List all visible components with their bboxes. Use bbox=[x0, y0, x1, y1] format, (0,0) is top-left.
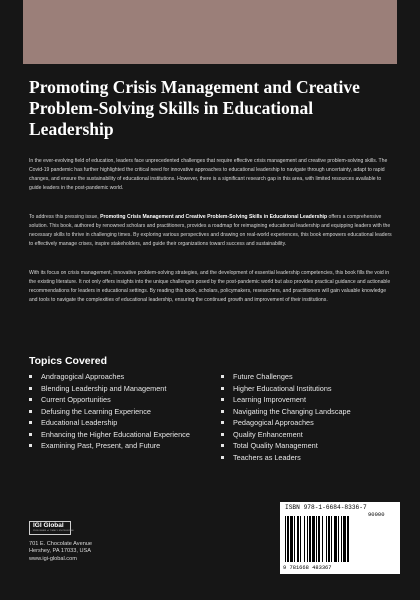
price-code: 90000 bbox=[368, 511, 385, 518]
topic-item bbox=[29, 406, 204, 418]
address-city: Hershey, PA 17033, USA bbox=[29, 548, 91, 555]
barcode-bar bbox=[300, 516, 301, 562]
topic-label: Future Challenges bbox=[233, 372, 293, 381]
bullet-icon bbox=[29, 398, 32, 401]
publisher-address bbox=[29, 541, 92, 563]
bullet-icon bbox=[29, 433, 32, 436]
topic-item bbox=[221, 417, 396, 429]
bullet-icon bbox=[221, 410, 224, 413]
topic-label: Total Quality Management bbox=[233, 441, 318, 450]
barcode-bar bbox=[304, 516, 305, 562]
topic-item bbox=[221, 371, 396, 383]
publisher-logo-text: IGI Global bbox=[33, 522, 64, 529]
topic-item bbox=[221, 406, 396, 418]
topic-label: Higher Educational Institutions bbox=[233, 383, 332, 393]
topic-item bbox=[221, 429, 396, 441]
bullet-icon bbox=[29, 421, 32, 424]
address-street: 701 E. Chocolate Avenue bbox=[29, 541, 93, 547]
barcode-bar bbox=[312, 516, 315, 562]
topics-list-left bbox=[29, 371, 204, 452]
barcode-bar bbox=[343, 516, 346, 562]
barcode-bars bbox=[285, 516, 365, 564]
barcode-bar bbox=[326, 516, 327, 562]
book-title: Promoting Crisis Management and Creative Problem-Solving Skills in Educational Leadership bbox=[29, 77, 360, 139]
barcode-bar bbox=[322, 516, 323, 562]
topic-item bbox=[221, 383, 396, 395]
bullet-icon bbox=[221, 387, 224, 390]
topic-item bbox=[29, 429, 204, 441]
topic-item bbox=[29, 383, 204, 395]
topic-item bbox=[221, 440, 396, 452]
topic-label: Examining Past, Present, and Future bbox=[41, 441, 161, 450]
bullet-icon bbox=[29, 444, 32, 447]
topic-item bbox=[29, 371, 204, 383]
bullet-icon bbox=[221, 444, 224, 447]
barcode-bar bbox=[307, 516, 308, 562]
topics-heading: Topics Covered bbox=[29, 355, 107, 367]
barcode-bar bbox=[318, 516, 320, 562]
bullet-icon bbox=[221, 421, 224, 424]
description-paragraph-1: In the ever-evolving field of education, leaders face unprecedented challenges that require effective crisis management and creative problem-solving skills. The Covid-19 pandemic has further highlighted the critical need for innovative approaches to educational leadership to navigate through uncertainty, adapt to rapid changes, and ensure the sustainability of educational institutions. However, there is a significant research gap in this area, with limited resources available to guide leaders in the post-pandemic world. bbox=[29, 158, 388, 191]
barcode-bar bbox=[347, 516, 349, 562]
topics-list-right bbox=[221, 371, 396, 463]
topic-item bbox=[29, 394, 204, 406]
paragraph-2-rest: offers a comprehensive solution. This book, authored by renowned scholars and practitioners, provides a roadmap for reimagining educational leadership and equipping leaders with the necessary skills to thrive in challenging times. By exploring various perspectives and drawing on real-world experiences, this book empowers educational leaders to effectively manage crises, inspire stakeholders, and guide their organizations toward success and sustainability. bbox=[29, 214, 392, 247]
barcode-bar bbox=[341, 516, 342, 562]
topic-label: Blending Leadership and Management bbox=[41, 383, 167, 393]
bullet-icon bbox=[221, 398, 224, 401]
topic-label: Learning Improvement bbox=[233, 395, 307, 404]
barcode-bar bbox=[309, 516, 311, 562]
description-paragraph-2 bbox=[29, 213, 394, 249]
barcode-bar bbox=[285, 516, 286, 562]
bullet-icon bbox=[221, 456, 224, 459]
paragraph-2-intro: To address this pressing issue, bbox=[29, 214, 101, 220]
isbn-number: ISBN 978-1-6684-8336-7 bbox=[285, 504, 367, 511]
topic-label: Andragogical Approaches bbox=[41, 372, 125, 381]
publisher-logo-tagline: PUBLISHER of TIMELY KNOWLEDGE bbox=[33, 530, 74, 532]
topic-label: Enhancing the Higher Educational Experience bbox=[41, 429, 190, 439]
topic-label: Defusing the Learning Experience bbox=[41, 406, 151, 416]
topic-label: Teachers as Leaders bbox=[233, 452, 301, 462]
barcode-bar bbox=[328, 516, 330, 562]
barcode-bar bbox=[287, 516, 289, 562]
description-paragraph-3: With its focus on crisis management, innovative problem-solving strategies, and the development of essential leadership competencies, this book fills the void in the existing literature. It not only offers insights into the unique challenges posed by the post-pandemic world but also provides practical guidance and actionable recommendations for leaders in educational settings. By reading this book, scholars, policymakers, researchers, and practitioners will gain valuable knowledge and tools to navigate the complexities of educational leadership, ensuring the continued growth and improvement of their institutions. bbox=[29, 270, 391, 303]
isbn-barcode bbox=[280, 502, 400, 574]
publisher-logo bbox=[29, 521, 74, 535]
topic-item bbox=[221, 394, 396, 406]
bullet-icon bbox=[221, 433, 224, 436]
barcode-bar bbox=[334, 516, 337, 562]
barcode-bar bbox=[297, 516, 299, 562]
topic-label: Pedagogical Approaches bbox=[233, 418, 314, 427]
barcode-bar bbox=[331, 516, 332, 562]
bullet-icon bbox=[221, 375, 224, 378]
topic-label: Current Opportunities bbox=[41, 395, 111, 404]
publisher-website: www.igi-global.com bbox=[29, 555, 77, 562]
bullet-icon bbox=[29, 387, 32, 390]
topic-label: Educational Leadership bbox=[41, 418, 118, 427]
top-color-panel bbox=[23, 0, 397, 64]
paragraph-2-book-title: Promoting Crisis Management and Creative Problem-Solving Skills in Educational Leadership bbox=[100, 214, 328, 220]
bullet-icon bbox=[29, 410, 32, 413]
topic-label: Quality Enhancement bbox=[233, 429, 303, 439]
barcode-bar bbox=[294, 516, 295, 562]
bullet-icon bbox=[29, 375, 32, 378]
barcode-bar bbox=[290, 516, 293, 562]
barcode-bar bbox=[316, 516, 317, 562]
barcode-digits: 9 781668 483367 bbox=[283, 565, 332, 571]
topic-item bbox=[29, 440, 204, 452]
topic-item bbox=[221, 452, 396, 464]
barcode-bar bbox=[338, 516, 339, 562]
topic-item bbox=[29, 417, 204, 429]
topic-label: Navigating the Changing Landscape bbox=[233, 406, 351, 416]
